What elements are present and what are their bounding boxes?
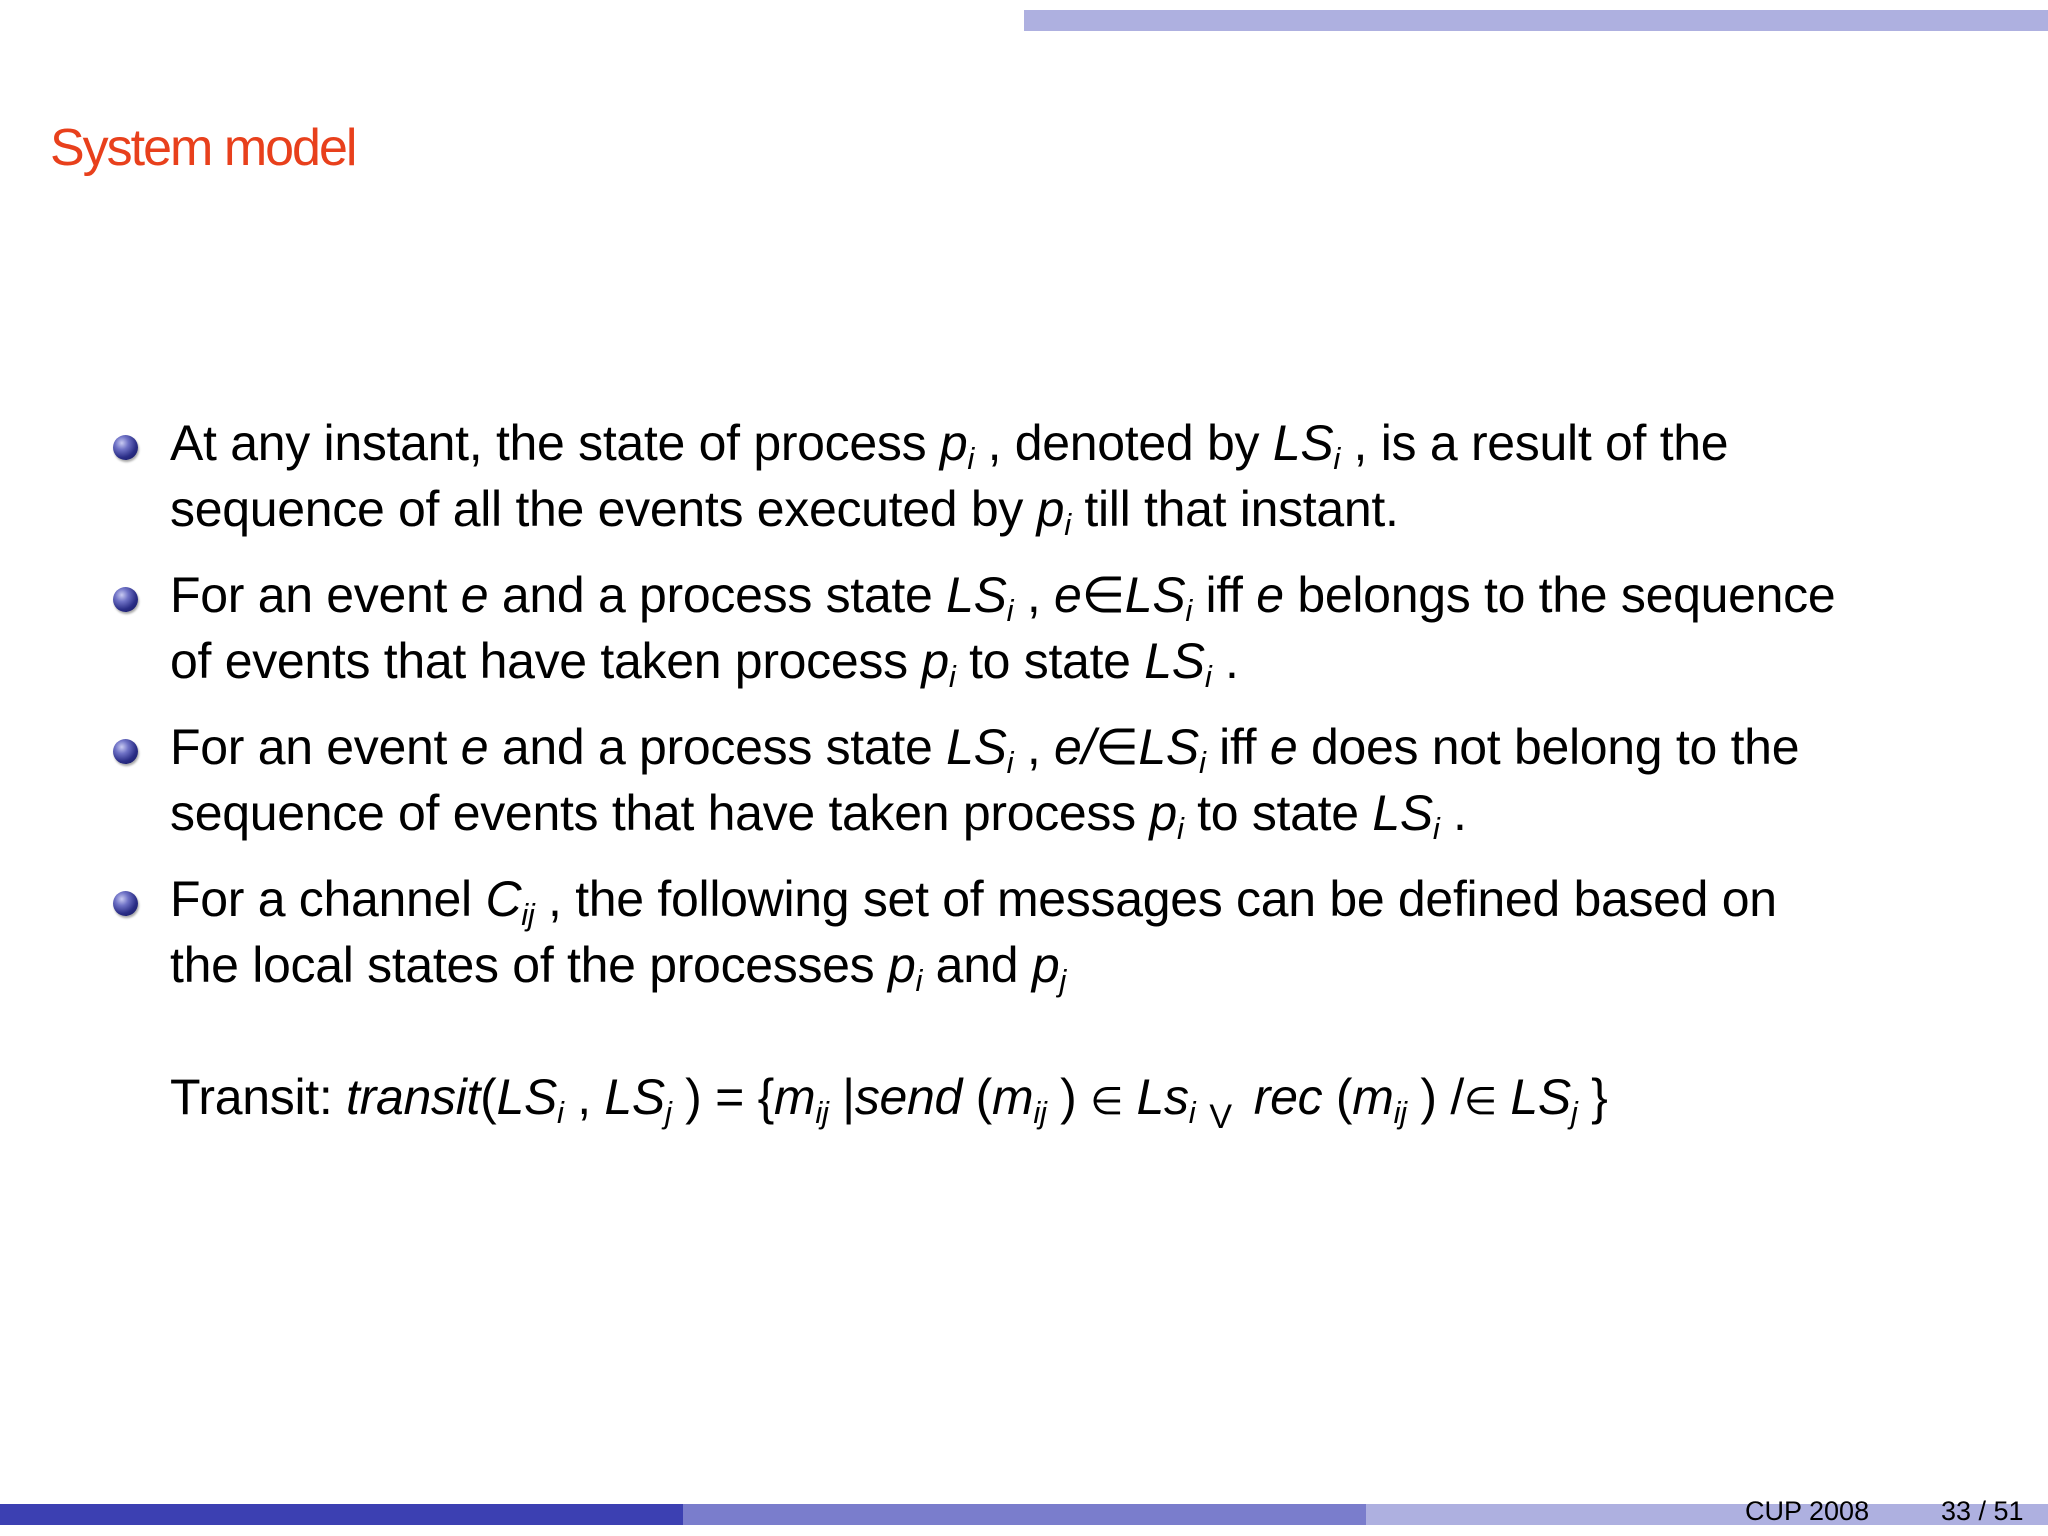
subscript: i (1188, 1095, 1196, 1130)
text-run (1123, 1069, 1137, 1125)
text-run: sequence of events that have taken process (170, 785, 1150, 841)
footer-bar-segment (0, 1504, 683, 1525)
subscript: i (1176, 811, 1184, 846)
text-run: ) (1046, 1069, 1091, 1125)
text-run: ) / (1406, 1069, 1464, 1125)
subscript: ij (815, 1095, 829, 1130)
math-symbol: LS (1272, 415, 1334, 471)
slide-title: System model (50, 119, 356, 177)
math-symbol: LS (1372, 785, 1433, 841)
text-run: At any instant, the state of process (170, 415, 940, 471)
footer-source: CUP 2008 (1745, 1496, 1870, 1526)
set-membership-symbol: ∈ (1463, 1081, 1497, 1123)
text-line (170, 476, 2008, 542)
subscript: j (1570, 1095, 1578, 1130)
logical-or-symbol: V (1209, 1098, 1232, 1136)
math-symbol: C (485, 871, 522, 927)
subscript: ij (1033, 1095, 1047, 1130)
text-line (170, 410, 2008, 476)
math-symbol: LS (946, 719, 1007, 775)
subscript: i (1204, 659, 1212, 694)
text-run: For an event (170, 567, 461, 623)
text-run: belongs to the sequence (1283, 567, 1836, 623)
bullet-item-state (0, 410, 2048, 542)
math-symbol: e (460, 719, 489, 775)
math-symbol: LS (496, 1069, 558, 1125)
math-symbol: LS (604, 1069, 665, 1125)
text-run: and (922, 937, 1032, 993)
math-symbol: LS (946, 567, 1007, 623)
math-symbol: p (887, 937, 916, 993)
bullet-text (170, 562, 2008, 694)
formula-label: Transit: (170, 1069, 333, 1125)
text-run: , (1013, 719, 1055, 775)
text-run: , (1013, 567, 1055, 623)
subscript: i (557, 1095, 564, 1130)
subscript: i (948, 659, 956, 694)
text-run: the local states of the processes (170, 937, 888, 993)
subscript: j (664, 1095, 672, 1130)
subscript: i (1006, 745, 1014, 780)
text-line (170, 714, 2008, 780)
math-symbol: LS (1144, 633, 1205, 689)
math-symbol: p (1031, 937, 1060, 993)
formula-expression (346, 1069, 1608, 1136)
math-symbol: transit (346, 1069, 481, 1125)
text-run: and a process state (488, 567, 947, 623)
text-line (170, 866, 2008, 932)
bullet-list (0, 410, 2048, 1018)
text-line (170, 932, 2008, 998)
math-symbol: send (854, 1069, 963, 1125)
header-bar (1024, 10, 2048, 31)
math-symbol: rec (1253, 1069, 1323, 1125)
text-run: does not belong to the (1297, 719, 1800, 775)
text-run: For a channel (170, 871, 486, 927)
math-symbol: p (939, 415, 968, 471)
text-run: iff (1191, 567, 1257, 623)
footer-bar (0, 1504, 2048, 1525)
bullet-item-not-belongs (0, 714, 2048, 846)
bullet-item-belongs (0, 562, 2048, 694)
text-line (170, 780, 2008, 846)
subscript: i (967, 441, 974, 476)
text-run: ) = { (671, 1069, 774, 1125)
subscript: i (1333, 441, 1340, 476)
text-line (170, 562, 2008, 628)
bullet-ball-icon (113, 891, 138, 916)
text-run: sequence of all the events executed by (170, 481, 1037, 537)
subscript: i (915, 963, 923, 998)
math-symbol: p (921, 633, 949, 689)
math-symbol: e (460, 567, 489, 623)
math-symbol: Ls (1136, 1069, 1189, 1125)
page-number: 33 / 51 (1941, 1496, 2024, 1526)
text-run: | (828, 1069, 855, 1125)
math-symbol: e (1256, 567, 1284, 623)
bullet-text (170, 410, 2008, 542)
text-run (1497, 1069, 1511, 1125)
text-run: and a process state (488, 719, 947, 775)
subscript: i (1064, 507, 1071, 542)
text-run: . (1211, 633, 1239, 689)
text-run: For an event (170, 719, 461, 775)
text-run: , the following set of messages can be defined based on (534, 871, 1777, 927)
math-symbol: m (992, 1069, 1034, 1125)
text-run: } (1577, 1069, 1608, 1125)
bullet-item-channel (0, 866, 2048, 998)
subscript: j (1059, 963, 1066, 998)
text-run: , is a result of the (1339, 415, 1729, 471)
text-run: , denoted by (974, 415, 1273, 471)
text-run: ( (1322, 1069, 1353, 1125)
subscript: i (1432, 811, 1440, 846)
text-run: ( (962, 1069, 993, 1125)
math-symbol: LS (1510, 1069, 1571, 1125)
math-symbol: p (1036, 481, 1065, 537)
text-run: iff (1205, 719, 1270, 775)
text-run: till that instant. (1070, 481, 1399, 537)
bullet-text (170, 866, 2008, 998)
math-symbol: e (1269, 719, 1298, 775)
subscript: ij (521, 897, 535, 932)
subscript: i (1185, 593, 1192, 628)
bullet-text (170, 714, 2008, 846)
bullet-ball-icon (113, 435, 138, 460)
text-run: to state (955, 633, 1145, 689)
bullet-ball-icon (113, 739, 138, 764)
math-symbol: m (774, 1069, 816, 1125)
subscript: ij (1393, 1095, 1407, 1130)
text-run: ( (480, 1069, 497, 1125)
text-run: to state (1183, 785, 1373, 841)
footer-bar-segment (683, 1504, 1366, 1525)
text-run: of events that have taken process (170, 633, 922, 689)
subscript: i (1198, 745, 1206, 780)
bullet-ball-icon (113, 587, 138, 612)
math-symbol: e∈LS (1054, 567, 1186, 623)
set-membership-symbol: ∈ (1090, 1081, 1123, 1123)
math-symbol: p (1149, 785, 1177, 841)
transit-formula (170, 1064, 1607, 1150)
text-line (170, 628, 2008, 694)
subscript: i (1006, 593, 1014, 628)
math-symbol: e/∈LS (1054, 719, 1199, 775)
text-run: . (1439, 785, 1467, 841)
text-run: , (563, 1069, 605, 1125)
math-symbol: m (1352, 1069, 1394, 1125)
